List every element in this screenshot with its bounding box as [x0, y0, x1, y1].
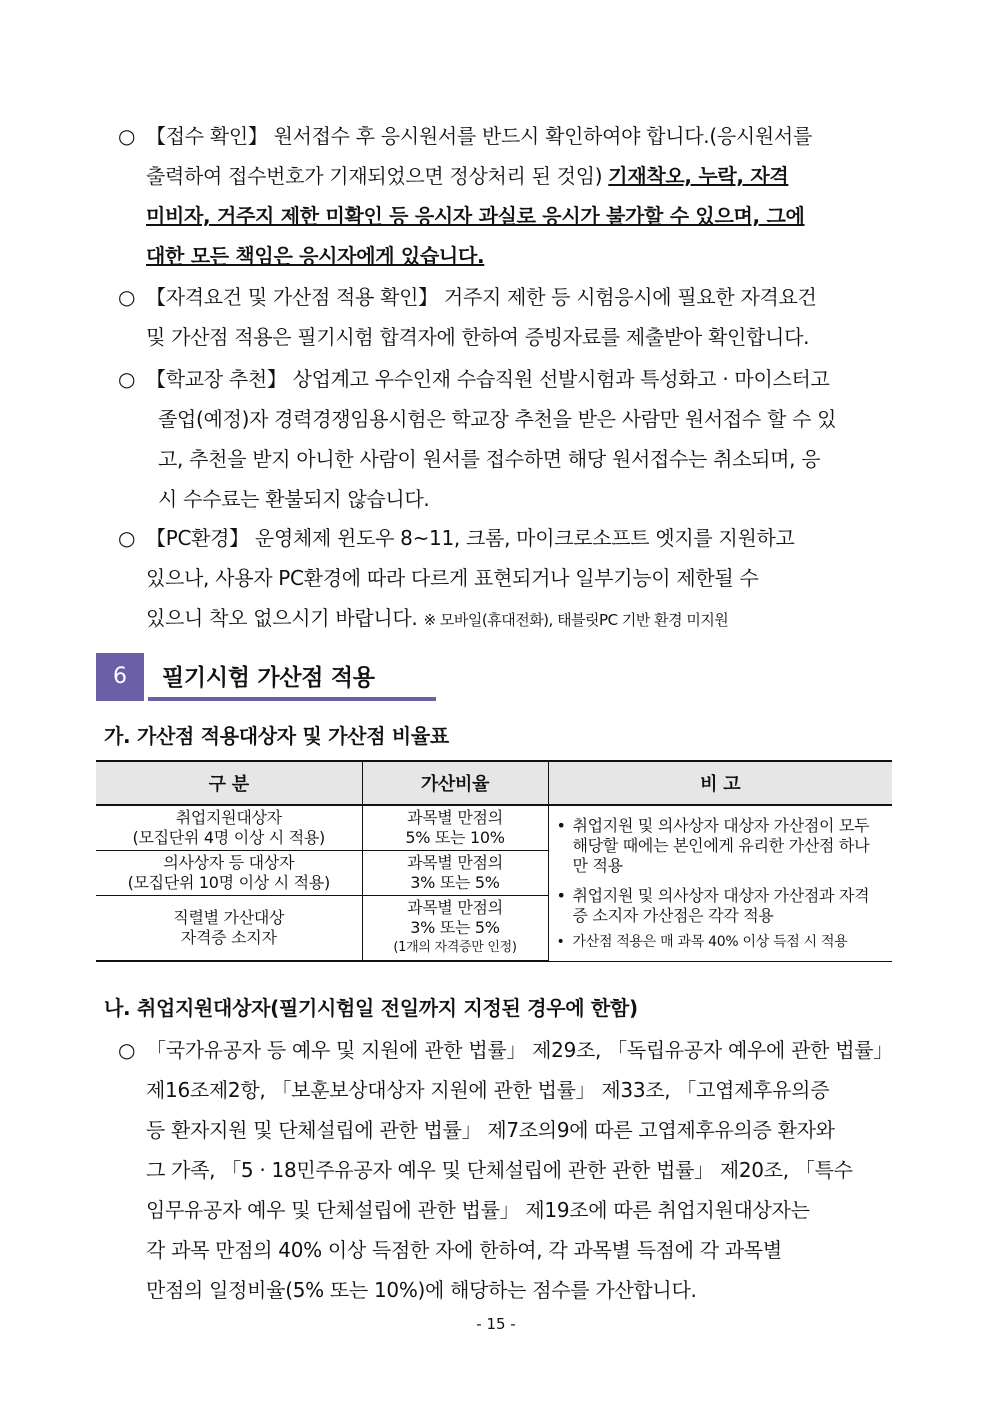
bullet-marker: ○	[118, 124, 136, 148]
table-row	[96, 805, 892, 851]
table-header-row	[96, 761, 892, 805]
section-title: 필기시험 가산점 적용	[162, 665, 375, 691]
paragraph-line: 제16조제2항, 「보훈보상대상자 지원에 관한 법률」 제33조, 「고엽제후유의증	[146, 1078, 830, 1102]
subheading-b: 나. 취업지원대상자(필기시험일 전일까지 지정된 경우에 한함)	[104, 996, 638, 1020]
bullet-marker: ○	[118, 1038, 136, 1062]
paragraph-line: 졸업(예정)자 경력경쟁임용시험은 학교장 추천을 받은 사람만 원서접수 할 수 있	[158, 407, 837, 431]
category-name: 취업지원대상자	[175, 808, 282, 827]
subheading-a: 가. 가산점 적용대상자 및 가산점 비율표	[104, 724, 449, 748]
paragraph-line: 만점의 일정비율(5% 또는 10%)에 해당하는 점수를 가산합니다.	[146, 1278, 697, 1302]
column-header: 구 분	[96, 761, 362, 805]
category-cell	[96, 851, 362, 896]
remark-bullet: •	[556, 816, 566, 835]
column-header: 비 고	[548, 761, 892, 805]
column-header: 가산비율	[362, 761, 548, 805]
rate-label: 과목별 만점의	[407, 898, 503, 917]
page-number: - 15 -	[476, 1315, 516, 1333]
warning-line: 대한 모든 책임은 응시자에게 있습니다.	[146, 244, 485, 268]
paragraph-line: 있으나, 사용자 PC환경에 따라 다르게 표현되거나 일부기능이 제한될 수	[146, 566, 759, 590]
remark-item	[557, 886, 885, 926]
rate-value: 5% 또는 10%	[405, 828, 505, 847]
category-cell	[96, 805, 362, 851]
remark-item	[557, 932, 885, 952]
section-heading	[96, 653, 436, 701]
paragraph-line: 【자격요건 및 가산점 적용 확인】 거주지 제한 등 시험응시에 필요한 자격요건	[146, 285, 817, 309]
rate-note: (1개의 자격증만 인정)	[393, 940, 517, 955]
rate-label: 과목별 만점의	[407, 853, 503, 872]
rate-cell	[362, 896, 548, 962]
paragraph-line: 및 가산점 적용은 필기시험 합격자에 한하여 증빙자료를 제출받아 확인합니다.	[146, 325, 810, 349]
category-condition: (모집단위 10명 이상 시 적용)	[127, 873, 330, 892]
paragraph-text: 출력하여 접수번호가 기재되었으면 정상처리 된 것임)	[146, 164, 609, 188]
paragraph-line: 「국가유공자 등 예우 및 지원에 관한 법률」 제29조, 「독립유공자 예우에 관한 법률」	[146, 1038, 893, 1062]
bullet-marker: ○	[118, 367, 136, 391]
paragraph-line: 고, 추천을 받지 아니한 사람이 원서를 접수하면 해당 원서접수는 취소되며, 응	[158, 447, 821, 471]
category-name: 의사상자 등 대상자	[163, 853, 295, 872]
rate-cell	[362, 805, 548, 851]
category-name: 직렬별 가산대상	[173, 908, 285, 927]
rate-cell	[362, 851, 548, 896]
section-number: 6	[96, 653, 144, 701]
paragraph-line: 임무유공자 예우 및 단체설립에 관한 법률」 제19조에 따른 취업지원대상자는	[146, 1198, 810, 1222]
paragraph-line	[146, 604, 728, 634]
rate-value: 3% 또는 5%	[410, 873, 500, 892]
category-condition: 자격증 소지자	[180, 928, 277, 947]
paragraph-line: 그 가족, 「5 · 18민주유공자 예우 및 단체설립에 관한 관한 법률」 제20조, 「특수	[146, 1158, 853, 1182]
paragraph-line: 【접수 확인】 원서접수 후 응시원서를 반드시 확인하여야 합니다.(응시원서를	[146, 124, 812, 148]
remark-bullet: •	[556, 934, 565, 950]
bullet-marker: ○	[118, 285, 136, 309]
remark-text: 취업지원 및 의사상자 대상자 가산점과 자격증 소지자 가산점은 각각 적용	[572, 886, 870, 925]
remark-text: 취업지원 및 의사상자 대상자 가산점이 모두 해당할 때에는 본인에게 유리한 가산점 하나만 적용	[572, 816, 870, 875]
remark-text: 가산점 적용은 매 과목 40% 이상 득점 시 적용	[572, 934, 848, 950]
paragraph-line	[146, 162, 788, 190]
rate-value: 3% 또는 5%	[410, 918, 500, 937]
section-title-box	[148, 653, 436, 701]
paragraph-line: 【PC환경】 운영체제 윈도우 8~11, 크롬, 마이크로소프트 엣지를 지원하고	[146, 526, 795, 550]
paragraph-line: 등 환자지원 및 단체설립에 관한 법률」 제7조의9에 따른 고엽제후유의증 환자와	[146, 1118, 835, 1142]
warning-line: 미비자, 거주지 제한 미확인 등 응시자 과실로 응시가 불가할 수 있으며, 그에	[146, 204, 805, 228]
bonus-rate-table	[96, 760, 892, 962]
category-cell	[96, 896, 362, 962]
category-condition: (모집단위 4명 이상 시 적용)	[132, 828, 325, 847]
warning-text: 기재착오, 누락, 자격	[608, 164, 789, 188]
paragraph-line: 시 수수료는 환불되지 않습니다.	[158, 487, 430, 511]
paragraph-line: 【학교장 추천】 상업계고 우수인재 수습직원 선발시험과 특성화고 · 마이스터고	[146, 367, 830, 391]
paragraph-line: 각 과목 만점의 40% 이상 득점한 자에 한하여, 각 과목별 득점에 각 과목별	[146, 1238, 782, 1262]
mobile-note: ※ 모바일(휴대전화), 태블릿PC 기반 환경 미지원	[423, 611, 729, 629]
paragraph-text: 있으니 착오 없으시기 바랍니다.	[146, 606, 424, 630]
rate-label: 과목별 만점의	[407, 808, 503, 827]
remarks-cell	[548, 805, 892, 961]
bullet-marker: ○	[118, 526, 136, 550]
remark-bullet: •	[556, 886, 566, 905]
remark-item	[557, 816, 885, 876]
